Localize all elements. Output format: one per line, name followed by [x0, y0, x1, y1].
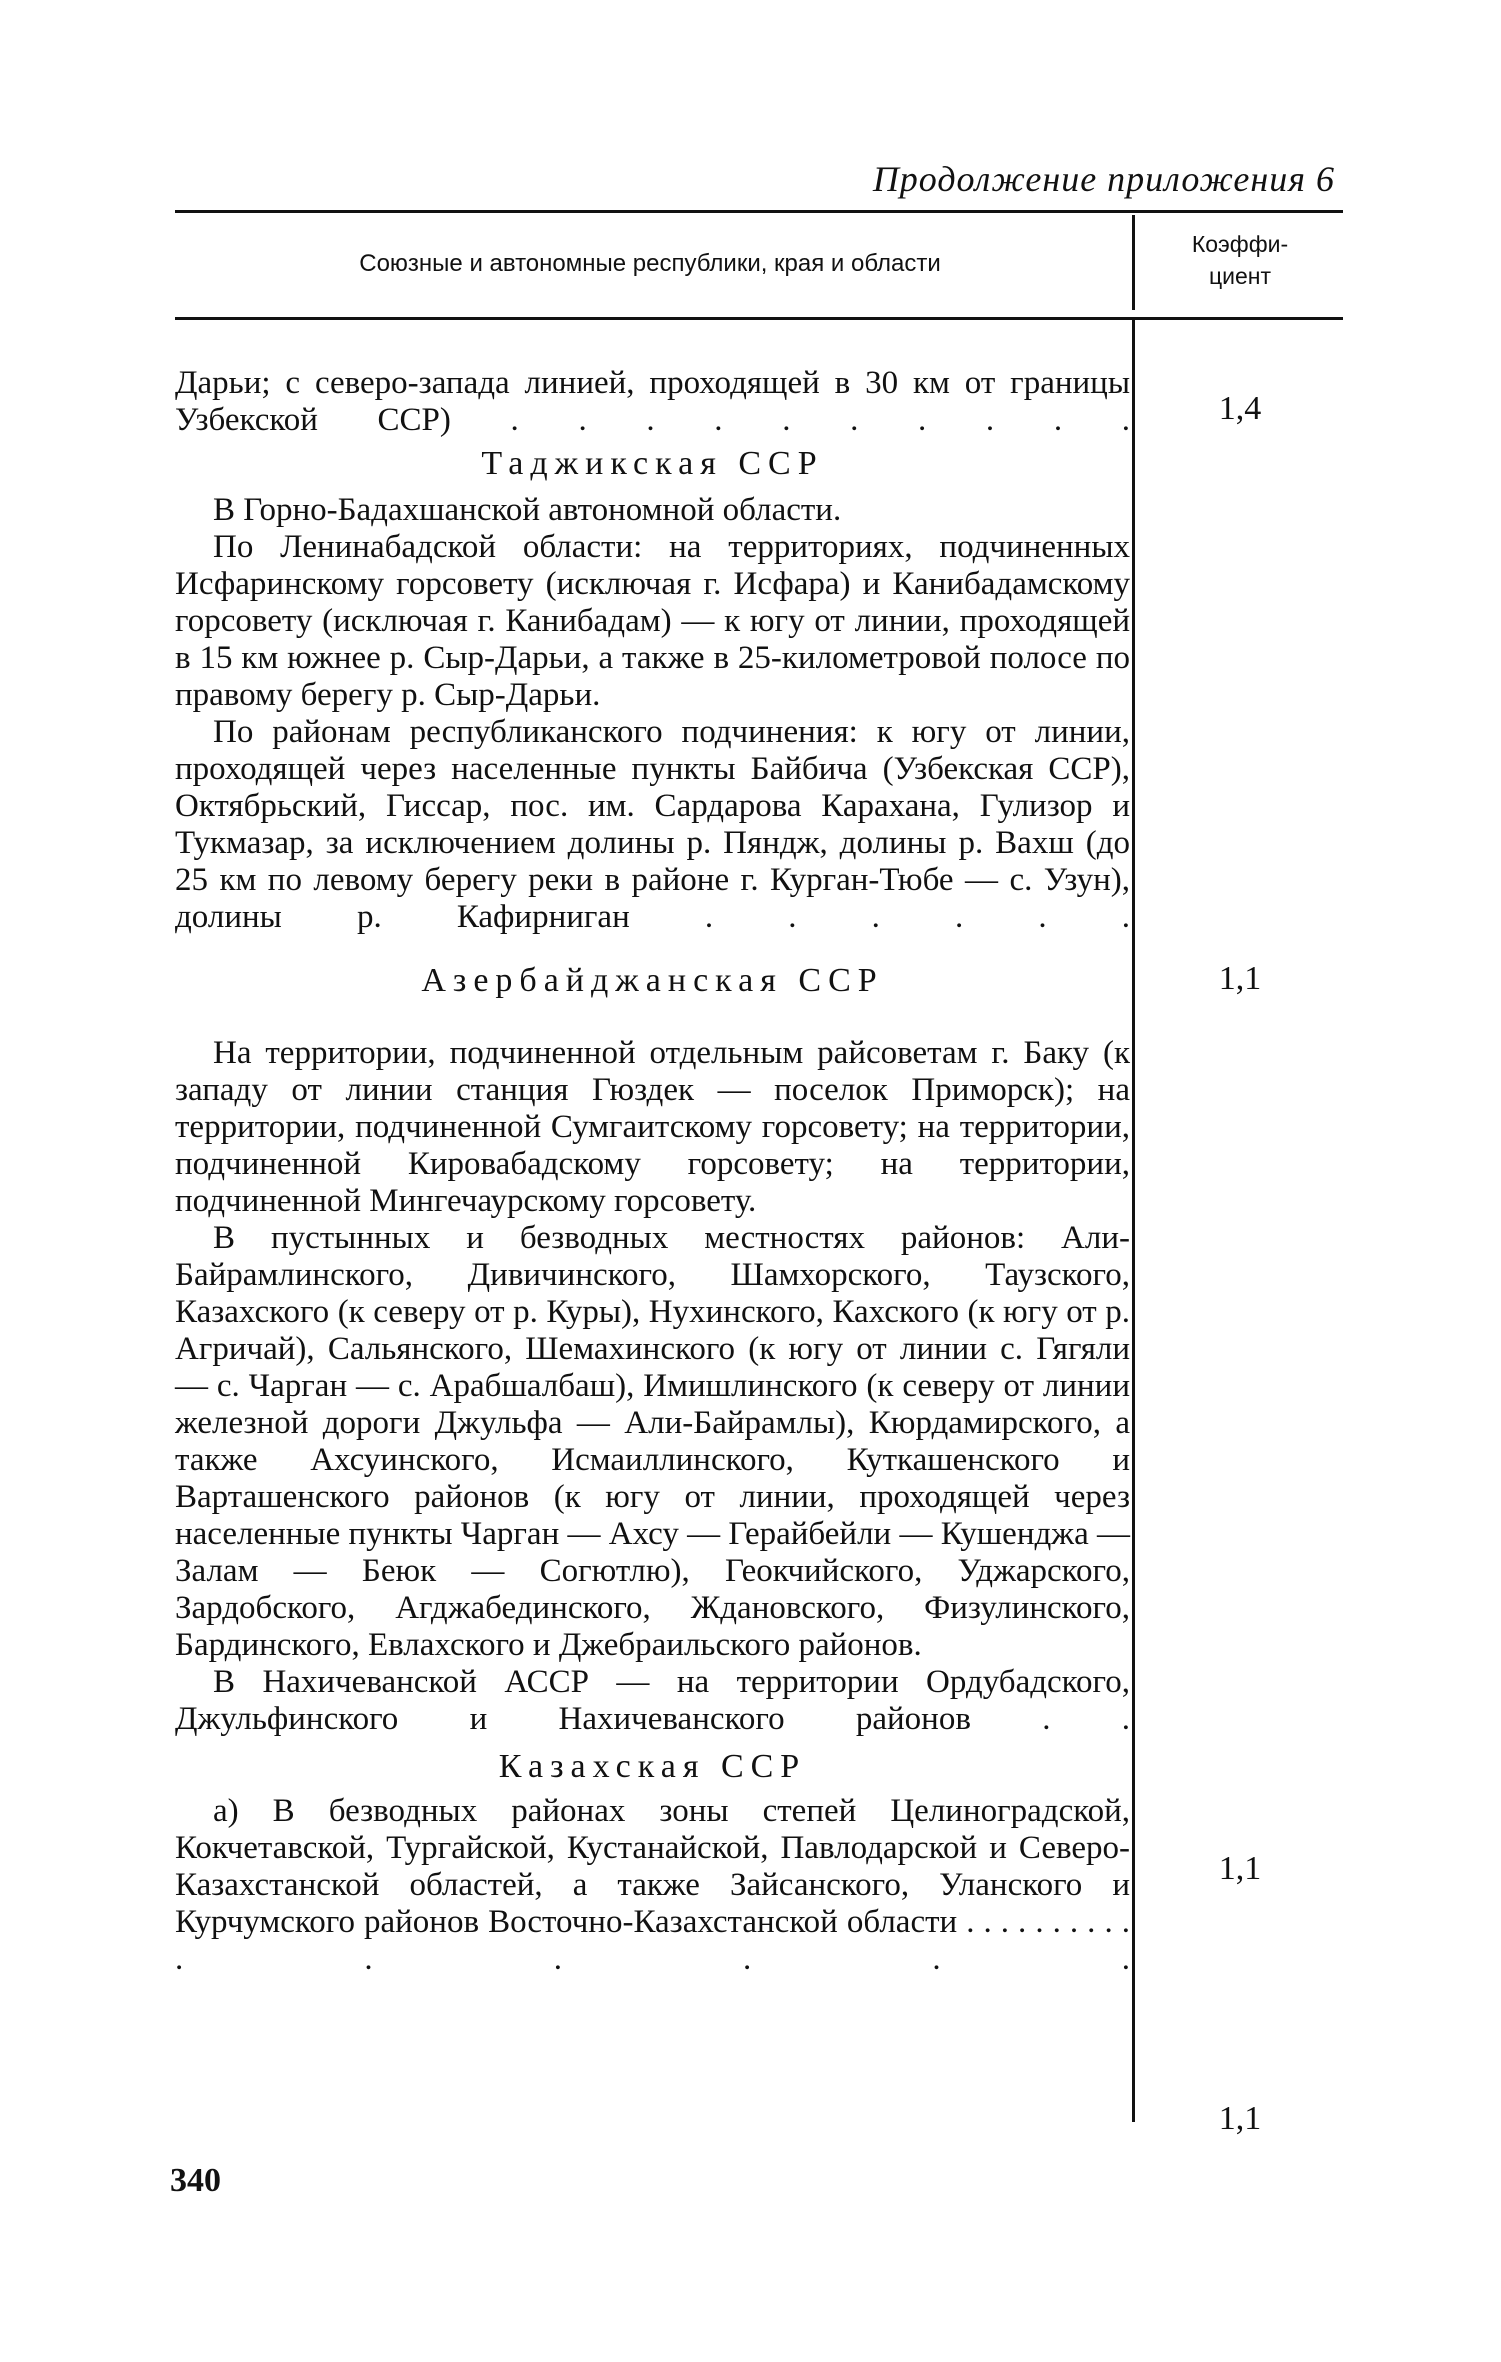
paragraph: По районам республиканского подчинения: к югу от линии, проходящей через населенные пункты Байбича (Узбекская ССР), Октябрьский, Гиссар, пос. им. Сардарова Карахана, Гулизор и Тукмазар, за исключением долины р. Пяндж, долины р. Вахш (до 25 км по левому берегу реки в районе г. Курган-Тюбе — с. Узун), долины р. Кафирниган . . . . . .: [175, 714, 1130, 935]
coefficient-value: 1,1: [1218, 960, 1262, 997]
paragraph-continued: Дарьи; с северо-запада линией, проходящей в 30 км от границы Узбекской ССР) . . . . . . . . . .: [175, 365, 1130, 438]
page-number: 340: [170, 2162, 221, 2199]
header-right-line-1: Коэффи-: [1191, 231, 1289, 257]
header-left-column: Союзные и автономные республики, края и области: [359, 250, 941, 277]
header-bottom-rule: [175, 317, 1343, 320]
section-heading-azer: Азербайджанская ССР: [421, 962, 884, 999]
paragraph: По Ленинабадской области: на территориях, подчиненных Исфаринскому горсовету (исключая г. Исфара) и Канибадамскому горсовету (исключая г. Канибадам) — к югу от линии, проходящей в 15 км южнее р. Сыр-Дарьи, а также в 25-километровой полосе по правому берегу р. Сыр-Дарьи.: [175, 529, 1130, 713]
header-right-line-2: циент: [1208, 263, 1272, 289]
paragraph: В Нахичеванской АССР — на территории Ордубадского, Джульфинского и Нахичеванского районов . .: [175, 1664, 1130, 1737]
continuation-title: Продолжение приложения 6: [872, 159, 1335, 199]
section-heading-kaz: Казахская ССР: [498, 1748, 807, 1785]
paragraph: В Горно-Бадахшанской автономной области.: [213, 492, 842, 528]
body-text: [175, 365, 1130, 1978]
paragraph: На территории, подчиненной отдельным райсоветам г. Баку (к западу от линии станция Гюздек — поселок Приморск); на территории, подчиненной Сумгаитскому горсовету; на территории, подчиненной Кировабадскому горсовету; на территории, подчиненной Мингечаурскому горсовету.: [175, 1035, 1130, 1219]
section-heading-tajik: Таджикская ССР: [481, 445, 824, 482]
header-top-rule: [175, 210, 1343, 213]
body-column-divider: [1132, 320, 1135, 2122]
coefficient-value: 1,1: [1218, 1850, 1262, 1887]
coefficient-value: 1,1: [1218, 2100, 1262, 2137]
coefficient-value: 1,4: [1218, 390, 1262, 427]
paragraph: В пустынных и безводных местностях районов: Али-Байрамлинского, Дивичинского, Шамхорского, Таузского, Казахского (к северу от р. Куры), Нухинского, Кахского (к югу от р. Агричай), Сальянского, Шемахинского (к югу от линии с. Гягяли — с. Чарган — с. Арабшалбаш), Имишлинского (к северу от линии железной дороги Джульфа — Али-Байрамлы), Кюрдамирского, а также Ахсуинского, Исмаиллинского, Куткашенского и Варташенского районов (к югу от линии, проходящей через населенные пункты Чарган — Ахсу — Герайбейли — Кушенджа — Залам — Беюк — Согютлю), Геокчийского, Уджарского, Зардобского, Агджабединского, Ждановского, Физулинского, Бардинского, Евлахского и Джебраильского районов.: [175, 1220, 1130, 1663]
paragraph: а) В безводных районах зоны степей Целиноградской, Кокчетавской, Тургайской, Кустанайской, Павлодарской и Северо-Казахстанской областей, а также Зайсанского, Уланского и Курчумского районов Восточно-Казахстанской области . . . . . . . . . . . . . . . .: [175, 1793, 1130, 1977]
header-right-column: [1140, 228, 1340, 292]
header-column-divider: [1132, 215, 1135, 310]
